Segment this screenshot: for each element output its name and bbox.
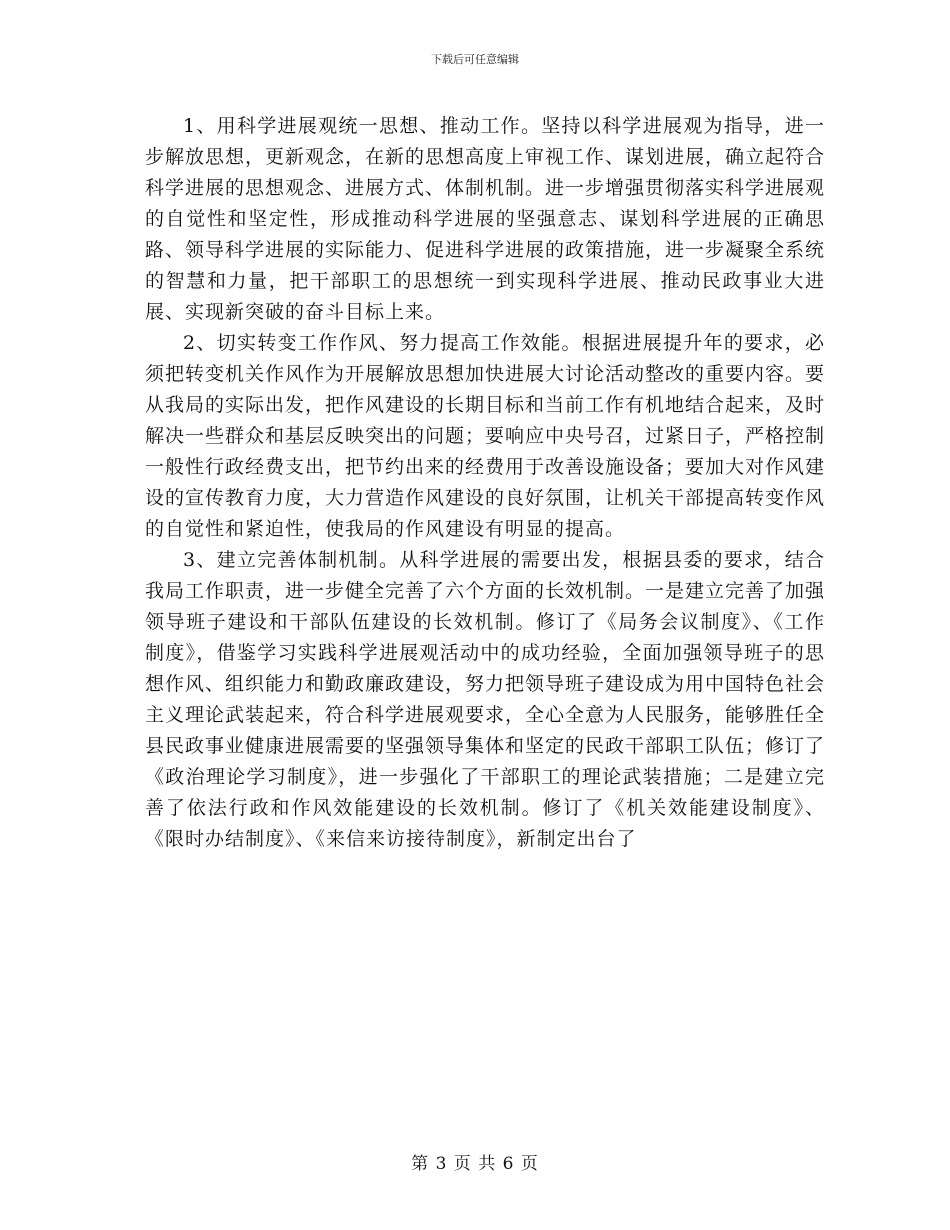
paragraph-2: 2、切实转变工作作风、努力提高工作效能。根据进展提升年的要求，必须把转变机关作风作为开展解放思想加快进展大讨论活动整改的重要内容。要从我局的实际出发，把作风建设的长期目标和当前工作有机地结合起来，及时解决一些群众和基层反映突出的问题；要响应中央号召，过紧日子，严格控制一般性行政经费支出，把节约出来的经费用于改善设施设备；要加大对作风建设的宣传教育力度，大力营造作风建设的良好氛围，让机关干部提高转变作风的自觉性和紧迫性，使我局的作风建设有明显的提高。 xyxy=(145,332,826,540)
paragraph-1: 1、用科学进展观统一思想、推动工作。坚持以科学进展观为指导，进一步解放思想，更新观念，在新的思想高度上审视工作、谋划进展，确立起符合科学进展的思想观念、进展方式、体制机制。进一步增强贯彻落实科学进展观的自觉性和坚定性，形成推动科学进展的坚强意志、谋划科学进展的正确思路、领导科学进展的实际能力、促进科学进展的政策措施，进一步凝聚全系统的智慧和力量，把干部职工的思想统一到实现科学进展、推动民政事业大进展、实现新突破的奋斗目标上来。 xyxy=(145,115,826,323)
document-body xyxy=(145,111,825,855)
paragraph-3: 3、建立完善体制机制。从科学进展的需要出发，根据县委的要求，结合我局工作职责，进一步健全完善了六个方面的长效机制。一是建立完善了加强领导班子建设和干部队伍建设的长效机制。修订了《局务会议制度》、《工作制度》，借鉴学习实践科学进展观活动中的成功经验，全面加强领导班子的思想作风、组织能力和勤政廉政建设，努力把领导班子建设成为用中国特色社会主义理论武装起来，符合科学进展观要求，全心全意为人民服务，能够胜任全县民政事业健康进展需要的坚强领导集体和坚定的民政干部职工队伍；修订了《政治理论学习制度》，进一步强化了干部职工的理论武装措施；二是建立完善了依法行政和作风效能建设的长效机制。修订了《机关效能建设制度》、《限时办结制度》、《来信来访接待制度》，新制定出台了 xyxy=(145,549,826,850)
page-header-note: 下载后可任意编辑 xyxy=(431,53,519,66)
page-number: 第 3 页 共 6 页 xyxy=(411,1154,539,1174)
